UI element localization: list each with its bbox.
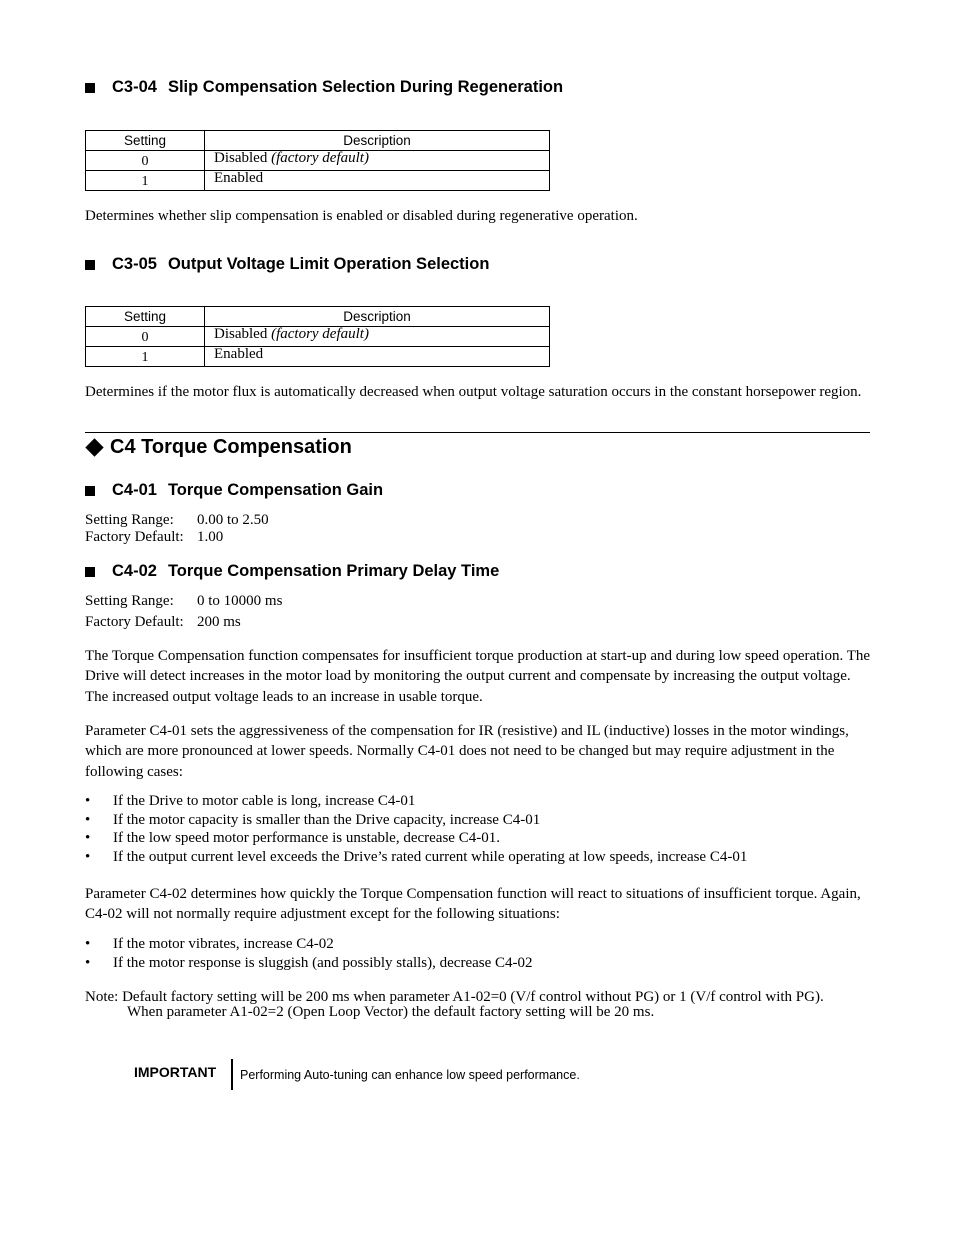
table-header-description: Description xyxy=(205,307,550,327)
table-row xyxy=(86,171,550,191)
factory-default-value: 200 ms xyxy=(197,614,241,630)
paragraph: The Torque Compensation function compensates for insufficient torque production at start-up and during low speed operation. The Drive will detect increases in the motor load by monitoring the output current and compensate by increasing the output voltage. The increased output voltage leads to an increase in usable torque. xyxy=(85,648,871,705)
paragraph: Parameter C4-02 determines how quickly the Torque Compensation function will react to situations of insufficient torque. Again, C4-02 will not normally require adjustment except for the following situations: xyxy=(85,886,861,923)
param-number: C4-02 xyxy=(112,562,157,580)
list-item: • If the output current level exceeds the Drive’s rated current while operating at low speeds, increase C4-01 xyxy=(85,849,748,866)
factory-default-value: 1.00 xyxy=(197,529,224,545)
note-line-1: Note: Default factory setting will be 200 ms when parameter A1-02=0 (V/f control without PG) or 1 (V/f control with PG). xyxy=(85,989,824,1005)
bullet-list xyxy=(85,792,885,867)
setting-value: 1 xyxy=(86,347,205,367)
settings-table-c3-04 xyxy=(85,130,550,191)
setting-range-label: Setting Range: xyxy=(85,512,174,528)
list-item: • If the Drive to motor cable is long, increase C4-01 xyxy=(85,793,416,809)
param-number: C3-04 xyxy=(112,78,157,96)
section-heading-c4 xyxy=(85,436,352,459)
setting-value: 1 xyxy=(86,171,205,191)
list-item: • If the motor capacity is smaller than the Drive capacity, increase C4-01 xyxy=(85,811,541,828)
setting-range-row xyxy=(85,512,269,529)
important-label: IMPORTANT xyxy=(134,1064,217,1080)
param-title: Slip Compensation Selection During Regeneration xyxy=(167,78,564,96)
square-bullet-icon xyxy=(85,83,95,93)
square-bullet-icon xyxy=(85,486,95,496)
section-title: C4 Torque Compensation xyxy=(110,436,352,458)
param-title: Torque Compensation Gain xyxy=(167,481,384,499)
list-item: • If the low speed motor performance is unstable, decrease C4-01. xyxy=(85,830,500,847)
param-title: Output Voltage Limit Operation Selection xyxy=(167,255,490,273)
list-item: • If the motor response is sluggish (and possibly stalls), decrease C4-02 xyxy=(85,954,533,971)
paragraph: Parameter C4-01 sets the aggressiveness of the compensation for IR (resistive) and IL (inductive) losses in the motor windings, which are more pronounced at lower speeds. Normally C4-01 does not need to be changed but may require adjustment in the following cases: xyxy=(85,723,849,780)
factory-default-label: Factory Default: xyxy=(85,614,184,630)
setting-range-label: Setting Range: xyxy=(85,593,174,609)
param-title: Torque Compensation Primary Delay Time xyxy=(167,562,500,580)
section-divider xyxy=(85,432,870,433)
setting-description: Disabled (factory default) xyxy=(205,327,550,347)
heading-c4-01 xyxy=(85,481,383,500)
setting-range-value: 0.00 to 2.50 xyxy=(197,512,269,528)
note-line-2: When parameter A1-02=2 (Open Loop Vector) the default factory setting will be 20 ms. xyxy=(127,1004,655,1020)
c3-05-description: Determines if the motor flux is automatically decreased when output voltage saturation occurs in the constant horsepower region. xyxy=(85,384,862,400)
param-number: C3-05 xyxy=(112,255,157,273)
setting-range-value: 0 to 10000 ms xyxy=(197,593,283,609)
factory-default-label: Factory Default: xyxy=(85,529,184,545)
setting-range-row xyxy=(85,593,282,610)
table-header-setting: Setting xyxy=(86,307,205,327)
table-header-description: Description xyxy=(205,131,550,151)
param-number: C4-01 xyxy=(112,481,157,499)
important-divider xyxy=(231,1059,233,1090)
important-text: Performing Auto-tuning can enhance low speed performance. xyxy=(240,1068,580,1082)
square-bullet-icon xyxy=(85,567,95,577)
table-row xyxy=(86,151,550,171)
factory-default-row xyxy=(85,614,241,631)
setting-description: Enabled xyxy=(205,347,550,367)
table-row xyxy=(86,347,550,367)
heading-c3-04 xyxy=(85,78,563,97)
setting-value: 0 xyxy=(86,151,205,171)
bullet-list xyxy=(85,935,885,972)
diamond-bullet-icon xyxy=(85,438,103,456)
c3-04-description: Determines whether slip compensation is enabled or disabled during regenerative operation. xyxy=(85,208,638,224)
table-header-setting: Setting xyxy=(86,131,205,151)
heading-c4-02 xyxy=(85,562,499,581)
table-row xyxy=(86,327,550,347)
heading-c3-05 xyxy=(85,255,489,274)
square-bullet-icon xyxy=(85,260,95,270)
setting-description: Disabled (factory default) xyxy=(205,151,550,171)
list-item: • If the motor vibrates, increase C4-02 xyxy=(85,936,334,952)
factory-default-row xyxy=(85,529,223,546)
setting-value: 0 xyxy=(86,327,205,347)
setting-description: Enabled xyxy=(205,171,550,191)
settings-table-c3-05 xyxy=(85,306,550,367)
